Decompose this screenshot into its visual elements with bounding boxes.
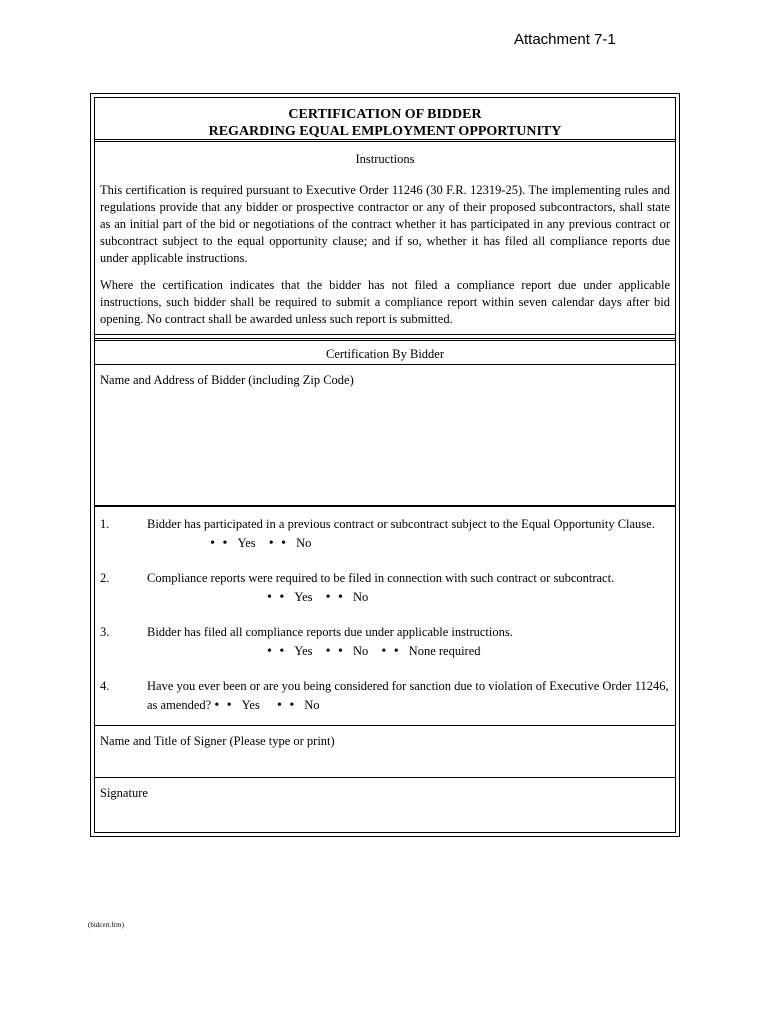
instructions-heading: Instructions: [355, 152, 415, 166]
certification-heading: Certification By Bidder: [95, 338, 675, 365]
yes-checkbox[interactable]: • •: [267, 590, 287, 605]
instructions-section: [95, 144, 675, 335]
yes-checkbox[interactable]: • •: [214, 698, 234, 713]
question-text: Compliance reports were required to be filed in connection with such contract or subcontract.: [147, 571, 615, 585]
none-required-label: None required: [408, 644, 481, 658]
question-number: 3.: [100, 625, 110, 639]
yes-label: Yes: [294, 590, 313, 604]
yes-label: Yes: [237, 536, 256, 550]
signature-field[interactable]: [95, 778, 675, 836]
certification-items: [95, 506, 675, 726]
none-required-checkbox[interactable]: • •: [381, 644, 401, 659]
question-text: Bidder has filed all compliance reports due under applicable instructions.: [147, 625, 513, 639]
attachment-label: Attachment 7-1: [514, 31, 616, 48]
title-line-2: REGARDING EQUAL EMPLOYMENT OPPORTUNITY: [208, 124, 562, 139]
name-address-field[interactable]: [95, 365, 675, 506]
no-checkbox[interactable]: • •: [276, 698, 297, 713]
no-checkbox[interactable]: • •: [268, 536, 289, 551]
question-text: Bidder has participated in a previous contract or subcontract subject to the Equal Opportunity Clause.: [147, 517, 655, 531]
instructions-paragraph-1: This certification is required pursuant to Executive Order 11246 (30 F.R. 12319-25). The implementing rules and regulations provide that any bidder or prospective contractor or any of their proposed subcontractors, shall state as an initial part of the bid or negotiations of the contract whether it has participated in any previous contract or subcontract subject to the equal opportunity clause; and if so, whether it has filed all compliance reports due under applicable instructions.: [100, 183, 670, 265]
title-line-1: CERTIFICATION OF BIDDER: [288, 107, 482, 122]
signature-label: Signature: [100, 786, 148, 800]
signer-label: Name and Title of Signer (Please type or print): [100, 734, 335, 748]
signer-name-field[interactable]: [95, 726, 675, 778]
certification-form: [90, 93, 680, 837]
instructions-paragraph-2: Where the certification indicates that the bidder has not filed a compliance report due under applicable instructions, such bidder shall be required to submit a compliance report within seven calendar days after bid opening. No contract shall be awarded unless such report is submitted.: [100, 278, 670, 326]
question-number: 4.: [100, 679, 110, 693]
no-checkbox[interactable]: • •: [325, 590, 345, 605]
question-text: Have you ever been or are you being considered for sanction due to violation of Executive Order 11246, as amended?: [147, 679, 669, 712]
question-number: 1.: [100, 517, 110, 531]
yes-checkbox[interactable]: • •: [267, 644, 287, 659]
name-address-label: Name and Address of Bidder (including Zip Code): [100, 373, 354, 387]
no-checkbox[interactable]: • •: [325, 644, 345, 659]
no-label: No: [352, 644, 369, 658]
no-label: No: [296, 536, 312, 550]
yes-label: Yes: [241, 698, 260, 712]
question-number: 2.: [100, 571, 110, 585]
yes-checkbox[interactable]: • •: [210, 536, 230, 551]
no-label: No: [352, 590, 369, 604]
form-title: [95, 98, 675, 142]
no-label: No: [304, 698, 320, 712]
footer-filename: (bidcert.frm): [88, 921, 124, 929]
yes-label: Yes: [294, 644, 313, 658]
